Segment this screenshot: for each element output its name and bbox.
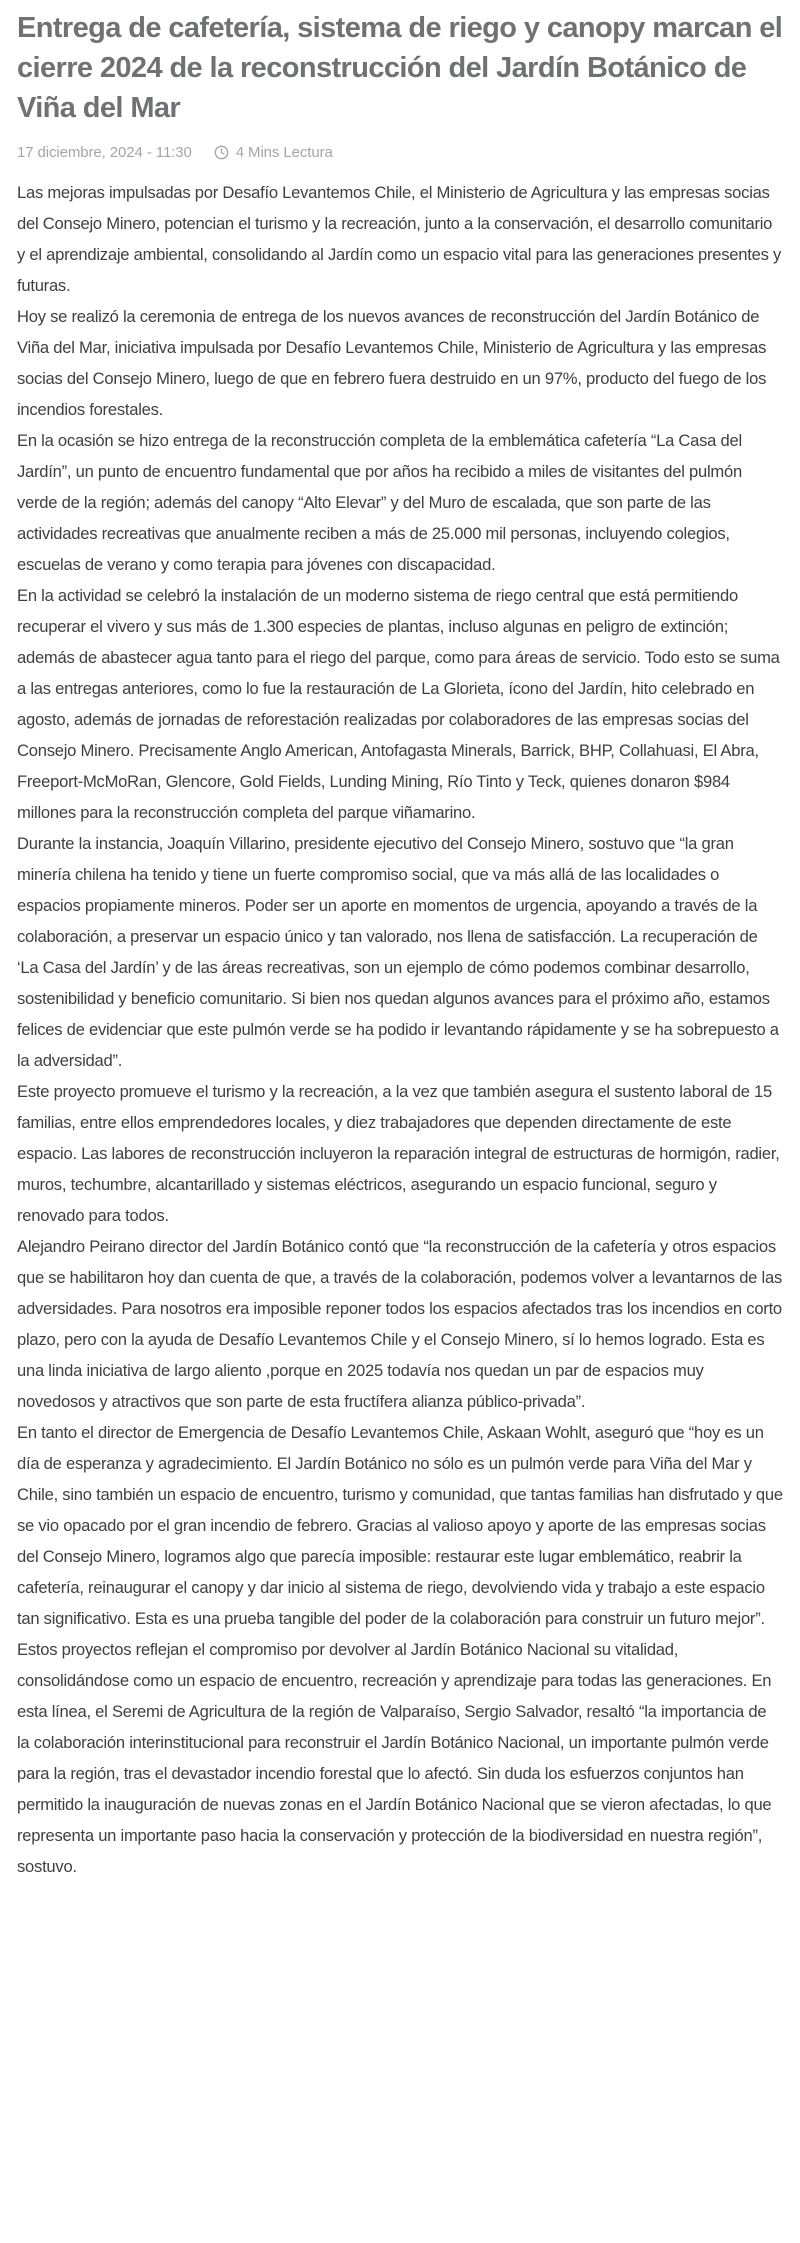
article-body [17,177,783,1882]
article-paragraph: Hoy se realizó la ceremonia de entrega de los nuevos avances de reconstrucción del Jardín Botánico de Viña del Mar, iniciativa impulsada por Desafío Levantemos Chile, Ministerio de Agricultura y las empresas socias del Consejo Minero, luego de que en febrero fuera destruido en un 97%, producto del fuego de los incendios forestales. [17,307,767,419]
article-paragraph: Estos proyectos reflejan el compromiso por devolver al Jardín Botánico Nacional su vitalidad, consolidándose como un espacio de encuentro, recreación y aprendizaje para todas las generaciones. En esta línea, el Seremi de Agricultura de la región de Valparaíso, Sergio Salvador, resaltó “la importancia de la colaboración interinstitucional para reconstruir el Jardín Botánico Nacional, un importante pulmón verde para la región, tras el devastador incendio forestal que lo afectó. Sin duda los esfuerzos conjuntos han permitido la inauguración de nuevas zonas en el Jardín Botánico Nacional que se vieron afectadas, lo que representa un importante paso hacia la conservación y protección de la biodiversidad en nuestra región”, sostuvo. [17,1640,772,1876]
publish-date: 17 diciembre, 2024 - 11:30 [17,144,192,161]
article-paragraph: En la actividad se celebró la instalación de un moderno sistema de riego central que está permitiendo recuperar el vivero y sus más de 1.300 especies de plantas, incluso algunas en peligro de extinción; además de abastecer agua tanto para el riego del parque, como para áreas de servicio. Todo esto se suma a las entregas anteriores, como lo fue la restauración de La Glorieta, ícono del Jardín, hito celebrado en agosto, además de jornadas de reforestación realizadas por colaboradores de las empresas socias del Consejo Minero. Precisamente Anglo American, Antofagasta Minerals, Barrick, BHP, Collahuasi, El Abra, Freeport-McMoRan, Glencore, Gold Fields, Lunding Mining, Río Tinto y Teck, quienes donaron $984 millones para la reconstrucción completa del parque viñamarino. [17,586,780,822]
article-paragraph: En la ocasión se hizo entrega de la reconstrucción completa de la emblemática cafetería “La Casa del Jardín”, un punto de encuentro fundamental que por años ha recibido a miles de visitantes del pulmón verde de la región; además del canopy “Alto Elevar” y del Muro de escalada, que son parte de las actividades recreativas que anualmente reciben a más de 25.000 mil personas, incluyendo colegios, escuelas de verano y como terapia para jóvenes con discapacidad. [17,431,742,574]
article-meta [17,144,783,161]
read-time: 4 Mins Lectura [235,144,333,161]
article-paragraph: En tanto el director de Emergencia de Desafío Levantemos Chile, Askaan Wohlt, aseguró que “hoy es un día de esperanza y agradecimiento. El Jardín Botánico no sólo es un pulmón verde para Viña del Mar y Chile, sino también un espacio de encuentro, turismo y comunidad, que tantas familias han disfrutado y que se vio opacado por el gran incendio de febrero. Gracias al valioso apoyo y aporte de las empresas socias del Consejo Minero, logramos algo que parecía imposible: restaurar este lugar emblemático, reabrir la cafetería, reinaugurar el canopy y dar inicio al sistema de riego, devolviendo vida y trabajo a este espacio tan significativo. Esta es una prueba tangible del poder de la colaboración para construir un futuro mejor”. [17,1423,783,1628]
article-paragraph: Este proyecto promueve el turismo y la recreación, a la vez que también asegura el sustento laboral de 15 familias, entre ellos emprendedores locales, y diez trabajadores que dependen directamente de este espacio. Las labores de reconstrucción incluyeron la reparación integral de estructuras de hormigón, radier, muros, techumbre, alcantarillado y sistemas eléctricos, asegurando un espacio funcional, seguro y renovado para todos. [17,1082,780,1225]
clock-icon [214,145,229,160]
article-paragraph: Durante la instancia, Joaquín Villarino, presidente ejecutivo del Consejo Minero, sostuvo que “la gran minería chilena ha tenido y tiene un fuerte compromiso social, que va más allá de las localidades o espacios propiamente mineros. Poder ser un aporte en momentos de urgencia, apoyando a través de la colaboración, a preservar un espacio único y tan valorado, nos llena de satisfacción. La recuperación de ‘La Casa del Jardín’ y de las áreas recreativas, son un ejemplo de cómo podemos combinar desarrollo, sostenibilidad y beneficio comunitario. Si bien nos quedan algunos avances para el próximo año, estamos felices de evidenciar que este pulmón verde se ha podido ir levantando rápidamente y se ha sobrepuesto a la adversidad”. [17,834,779,1070]
article-paragraph: Alejandro Peirano director del Jardín Botánico contó que “la reconstrucción de la cafetería y otros espacios que se habilitaron hoy dan cuenta de que, a través de la colaboración, podemos volver a levantarnos de las adversidades. Para nosotros era imposible reponer todos los espacios afectados tras los incendios en corto plazo, pero con la ayuda de Desafío Levantemos Chile y el Consejo Minero, sí lo hemos logrado. Esta es una linda iniciativa de largo aliento ,porque en 2025 todavía nos quedan un par de espacios muy novedosos y atractivos que son parte de esta fructífera alianza público-privada”. [17,1237,782,1411]
publish-date-item [17,144,192,161]
article-paragraph: Las mejoras impulsadas por Desafío Levantemos Chile, el Ministerio de Agricultura y las empresas socias del Consejo Minero, potencian el turismo y la recreación, junto a la conservación, el desarrollo comunitario y el aprendizaje ambiental, consolidando al Jardín como un espacio vital para las generaciones presentes y futuras. [17,183,782,295]
article-title: Entrega de cafetería, sistema de riego y canopy marcan el cierre 2024 de la reconstrucción del Jardín Botánico de Viña del Mar [17,12,783,124]
read-time-item [214,144,333,161]
